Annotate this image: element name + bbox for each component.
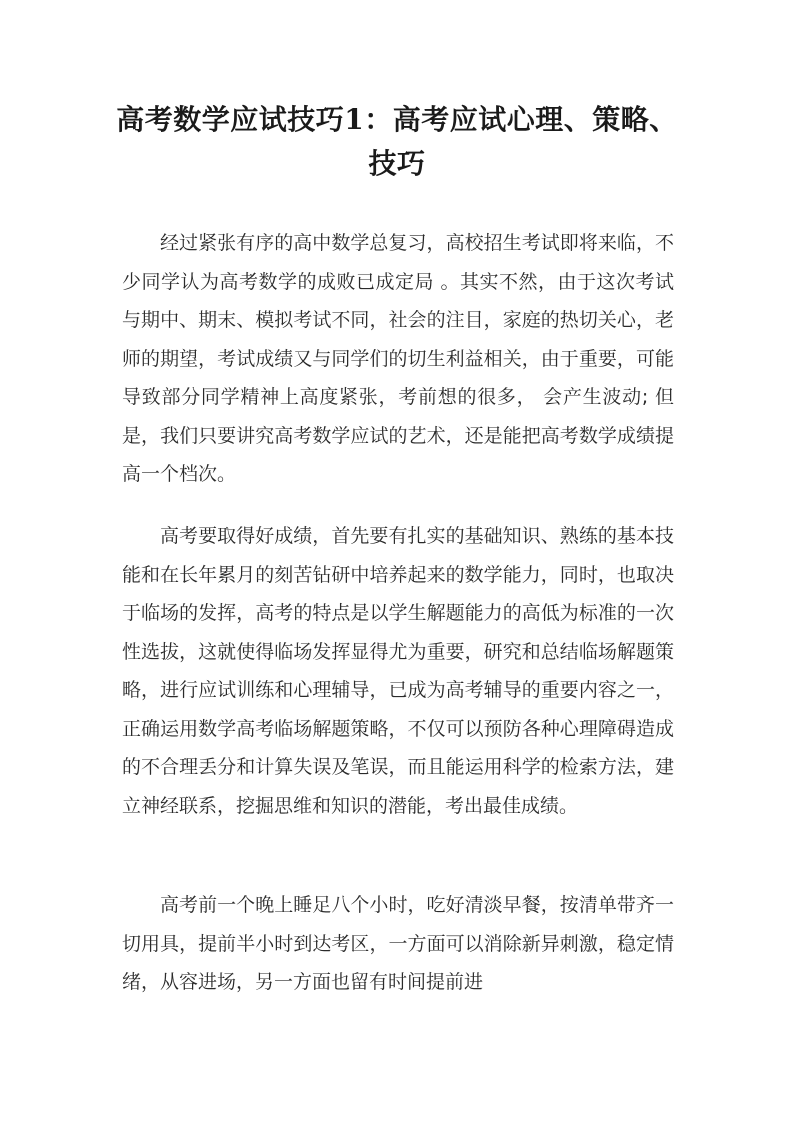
paragraph-2: 高考要取得好成绩，首先要有扎实的基础知识、熟练的基本技能和在长年累月的刻苦钻研中培养起来的数学能力，同时，也取决于临场的发挥，高考的特点是以学生解题能力的高低为标准的一次性选拔，这就使得临场发挥显得尤为重要，研究和总结临场解题策略，进行应试训练和心理辅导，已成为高考辅导的重要内容之一， 正确运用数学高考临场解题策略，不仅可以预防各种心理障碍造成的不合理丢分和计算失误及笔误，而且能运用科学的检索方法，建立神经联系，挖掘思维和知识的潜能，考出最佳成绩。 — [122, 525, 674, 817]
paragraph-3: 高考前一个晚上睡足八个小时，吃好清淡早餐，按清单带齐一切用具，提前半小时到达考区，一方面可以消除新异刺激，稳定情绪，从容进场，另一方面也留有时间提前进 — [122, 894, 674, 993]
paragraph-1: 经过紧张有序的高中数学总复习，高校招生考试即将来临，不少同学认为高考数学的成败已成定局 。其实不然，由于这次考试与期中、期末、模拟考试不同，社会的注目，家庭的热切关心，老师的期望，考试成绩又与同学们的切生利益相关，由于重要，可能导致部分同学精神上高度紧张，考前想的很多， 会产生波动; 但是，我们只要讲究高考数学应试的艺术，还是能把高考数学成绩提高一个档次。 — [122, 232, 674, 485]
document-title-line-1: 高考数学应试技巧1：高考应试心理、策略、 — [116, 103, 678, 136]
document-title-line-2: 技巧 — [368, 147, 426, 180]
